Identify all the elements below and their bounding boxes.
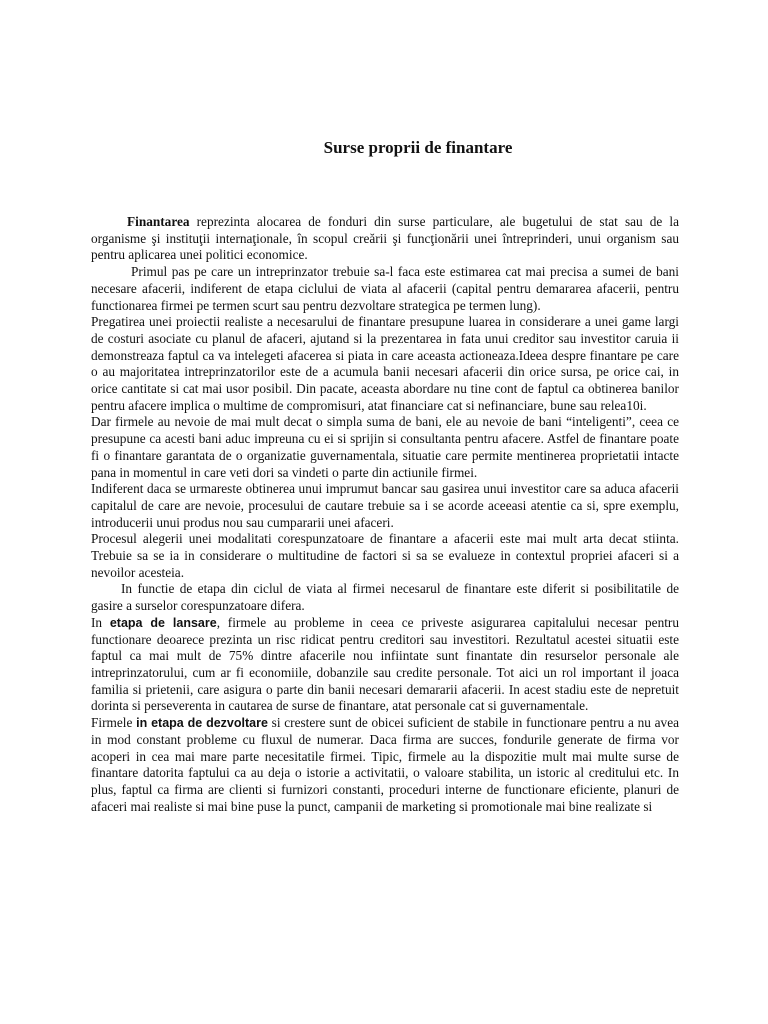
paragraph: In functie de etapa din ciclul de viata al firmei necesarul de finantare este diferit si posibilitatile de gasire a surselor corespunzatoare difera. [91, 581, 679, 614]
paragraph: Procesul alegerii unei modalitati corespunzatoare de finantare a afacerii este mai mult arta decat stiinta. Trebuie sa se ia in considerare o multitudine de factori si sa se evalueze in contextul propriei afaceri si a nevoilor acesteia. [91, 531, 679, 580]
term-etapa-lansare: etapa de lansare [109, 615, 217, 630]
paragraph: Primul pas pe care un intreprinzator trebuie sa-l faca este estimarea cat mai precisa a sumei de bani necesare afacerii, indiferent de etapa ciclului de viata al afacerii (capital pentru demararea afacerii, pentru functionarea firmei pe termen scurt sau pentru dezvoltare strategica pe termen lung). [91, 264, 679, 313]
paragraph: Dar firmele au nevoie de mai mult decat o simpla suma de bani, ele au nevoie de bani “inteligenti”, ceea ce presupune ca acesti bani aduc impreuna cu ei si sprijin si consultanta pentru afacere. Astfel de finantare poate fi o finantare garantata de o organizatie guvernamentala, situatie care permite mentinerea proprietatii intacte pana in momentul in care veti dori sa vindeti o parte din actiunile firmei. [91, 414, 679, 480]
paragraph-text: reprezinta alocarea de fonduri din surse particulare, ale bugetului de stat sau de la organisme şi instituţii internaţionale, în scopul creării şi funcţionării unei întreprinderi, unui organism sau pentru aplicarea unei politici economice. [91, 214, 679, 263]
paragraph-text: si crestere sunt de obicei suficient de stabile in functionare pentru a nu avea in mod constant probleme cu fluxul de numerar. Daca firma are succes, fondurile generate de firma vor acoperi in cea mai mare parte necesitatile firmei. Tipic, firmele au la dispozitie mult mai multe surse de finantare datorita faptului ca au deja o istorie a activitatii, o valoare stabilita, un istoric al creditului etc. In plus, faptul ca firma are clienti si furnizori constanti, proceduri interne de functionare eficiente, planuri de afaceri mai realiste si mai bine puse la punct, campanii de marketing si promotionale mai bine realizate si [91, 715, 679, 814]
document-body [91, 214, 679, 815]
paragraph-prefix: Firmele [91, 715, 137, 731]
paragraph: Pregatirea unei proiectii realiste a necesarului de finantare presupune luarea in considerare a unei game largi de costuri asociate cu planul de afaceri, ajutand si la prezentarea in fata unui creditor sau investitor caruia ii demonstreaza faptul ca va intelegeti afacerea si piata in care aceasta actioneaza.Ideea despre finantare pe care o au majoritatea intreprinzatorilor este de a acumula banii necesari afacerii din orice sursa, pe orice cai, in orice cantitate si cat mai usor posibil. Din pacate, aceasta abordare nu tine cont de faptul ca obtinerea banilor pentru afacere implica o multime de compromisuri, atat financiare cat si nefinanciare, bune sau relea10i. [91, 314, 679, 413]
page-title: Surse proprii de finantare [323, 138, 513, 157]
paragraph-lansare [91, 615, 679, 715]
paragraph: Indiferent daca se urmareste obtinerea unui imprumut bancar sau gasirea unui investitor care sa aduca afacerii capitalul de care are nevoie, procesului de cautare trebuie sa i se acorde aceeasi atentie ca si, spre exemplu, introducerii unui produs nou sau cumpararii unei afaceri. [91, 481, 679, 530]
paragraph-text: , firmele au probleme in ceea ce priveste asigurarea capitalului necesar pentru functionare deoarece prezinta un risc ridicat pentru creditori sau investitori. Rezultatul acestei situatii este faptul ca mai mult de 75% dintre afacerile nou infiintate sunt finantate din resurselor personale ale intreprinzatorului, cum ar fi economiile, dobanzile sau credite personale. Tot aici un rol important il joaca familia si prietenii, care asigura o parte din banii necesari demararii afacerii. In acest stadiu este de nepretuit dorinta si perseverenta in cautarea de surse de finantare, atat personale cat si guvernamentale. [91, 614, 679, 714]
paragraph-dezvoltare [91, 715, 679, 815]
paragraph-definition [91, 214, 679, 264]
term-finantarea: Finantarea [127, 214, 190, 229]
paragraph-prefix: In [91, 614, 110, 630]
term-etapa-dezvoltare: in etapa de dezvoltare [136, 716, 268, 731]
